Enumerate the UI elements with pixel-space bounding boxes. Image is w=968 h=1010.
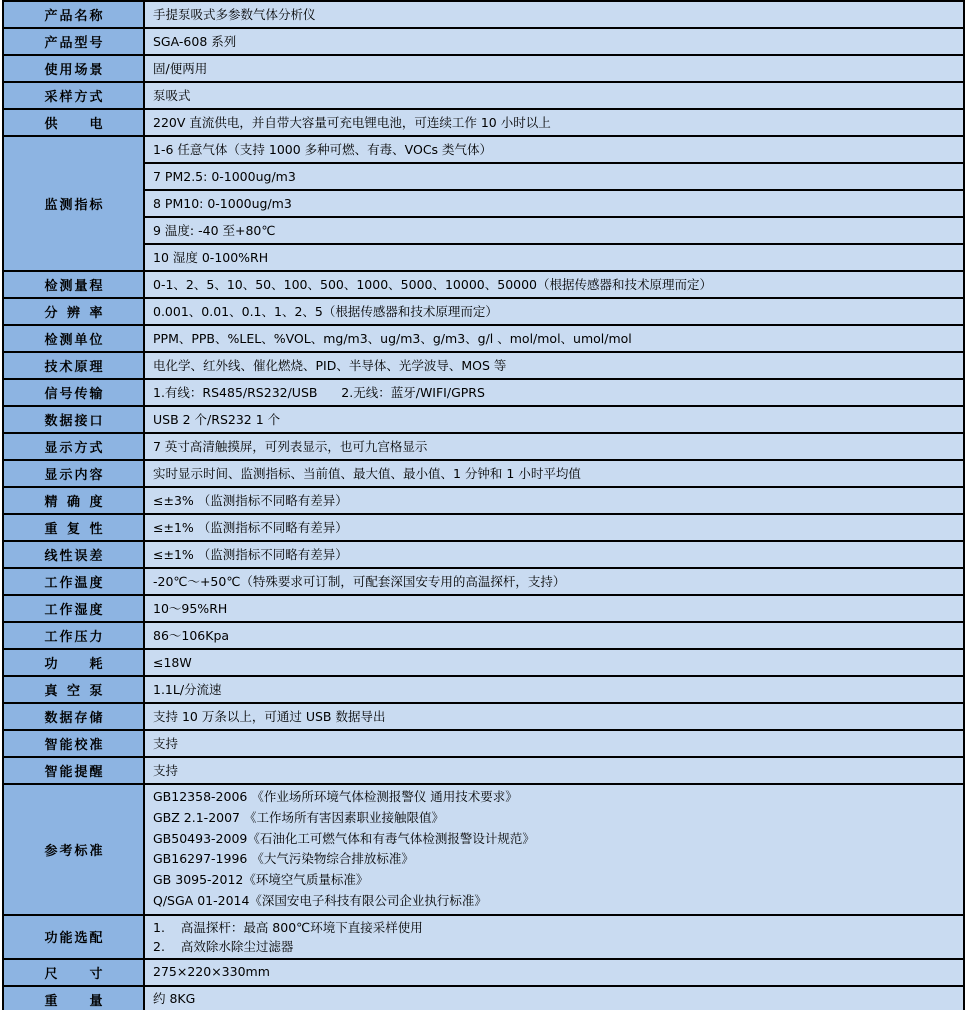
table-row (3, 487, 964, 514)
spec-label-cell (3, 541, 144, 568)
spec-value-cell (144, 541, 964, 568)
spec-label-text: 功耗 (44, 657, 103, 672)
spec-value-line: 泵吸式 (153, 87, 191, 103)
spec-label-text: 精确度 (44, 495, 103, 510)
spec-label-text: 工作湿度 (44, 603, 103, 618)
spec-value-line: 约 8KG (153, 991, 196, 1007)
table-row (3, 406, 964, 433)
spec-value-line: 1-6 任意气体（支持 1000 多种可燃、有毒、VOCs 类气体） (153, 141, 493, 157)
spec-value-line: GBZ 2.1-2007 《工作场所有害因素职业接触限值》 (153, 809, 444, 825)
spec-value-cell (144, 109, 964, 136)
table-row (3, 244, 964, 271)
table-row (3, 433, 964, 460)
spec-value-cell (144, 28, 964, 55)
spec-label-text: 分辨率 (44, 306, 103, 321)
table-row (3, 163, 964, 190)
spec-value-cell (144, 136, 964, 163)
spec-label-cell (3, 28, 144, 55)
spec-label-cell (3, 622, 144, 649)
spec-label-text: 显示内容 (44, 468, 103, 483)
table-row (3, 649, 964, 676)
table-row (3, 325, 964, 352)
spec-label-text: 产品型号 (44, 36, 103, 51)
spec-label-cell (3, 757, 144, 784)
spec-label-text: 采样方式 (44, 90, 103, 105)
spec-label-cell (3, 568, 144, 595)
spec-label-text: 真空泵 (44, 684, 103, 699)
spec-value-cell (144, 325, 964, 352)
spec-value-line: 实时显示时间、监测指标、当前值、最大值、最小值、1 分钟和 1 小时平均值 (153, 465, 581, 481)
table-row (3, 915, 964, 959)
spec-value-line: USB 2 个/RS232 1 个 (153, 411, 281, 427)
spec-label-text: 功能选配 (44, 931, 103, 947)
spec-label-text: 检测单位 (44, 333, 103, 348)
spec-value-line: 220V 直流供电，并自带大容量可充电锂电池，可连续工作 10 小时以上 (153, 114, 551, 130)
spec-label-cell (3, 406, 144, 433)
spec-value-cell (144, 244, 964, 271)
spec-value-line: 1. 高温探杆：最高 800℃环境下直接采样使用 (153, 919, 423, 935)
spec-value-cell (144, 757, 964, 784)
spec-label-text: 线性误差 (44, 549, 103, 564)
spec-value-cell (144, 595, 964, 622)
spec-value-cell (144, 676, 964, 703)
table-row (3, 986, 964, 1010)
spec-value-line: 电化学、红外线、催化燃烧、PID、半导体、光学波导、MOS 等 (153, 357, 507, 373)
spec-label-cell (3, 487, 144, 514)
spec-value-line: 8 PM10: 0-1000ug/m3 (153, 195, 292, 211)
table-row (3, 730, 964, 757)
spec-value-cell (144, 190, 964, 217)
spec-label-text: 显示方式 (44, 441, 103, 456)
spec-label-cell (3, 703, 144, 730)
spec-value-cell (144, 352, 964, 379)
spec-value-cell (144, 298, 964, 325)
spec-label-cell (3, 55, 144, 82)
table-row (3, 460, 964, 487)
spec-label-text: 重量 (44, 993, 103, 1009)
spec-value-line: 0.001、0.01、0.1、1、2、5（根据传感器和技术原理而定） (153, 303, 498, 319)
spec-value-line: 9 温度: -40 至+80℃ (153, 222, 276, 238)
table-row (3, 271, 964, 298)
spec-value-line: 86～106Kpa (153, 627, 230, 643)
table-row (3, 757, 964, 784)
spec-label-cell (3, 595, 144, 622)
spec-value-cell (144, 703, 964, 730)
table-row (3, 190, 964, 217)
spec-label-cell (3, 730, 144, 757)
spec-value-cell (144, 379, 964, 406)
spec-value-cell (144, 433, 964, 460)
spec-label-text: 工作温度 (44, 576, 103, 591)
spec-value-cell (144, 986, 964, 1010)
spec-value-cell (144, 514, 964, 541)
spec-label-cell (3, 109, 144, 136)
spec-label-text: 参考标准 (44, 843, 103, 859)
table-row (3, 352, 964, 379)
spec-value-cell (144, 82, 964, 109)
product-spec-table (2, 0, 965, 1010)
spec-value-line: ≤±3% （监测指标不同略有差异） (153, 492, 348, 508)
table-row (3, 622, 964, 649)
spec-label-text: 尺寸 (44, 966, 103, 982)
spec-label-text: 数据接口 (44, 414, 103, 429)
spec-value-line: ≤±1% （监测指标不同略有差异） (153, 519, 348, 535)
spec-value-line: 支持 10 万条以上，可通过 USB 数据导出 (153, 708, 386, 724)
spec-label-cell (3, 460, 144, 487)
spec-value-line: 支持 (153, 762, 179, 778)
table-row (3, 784, 964, 915)
spec-label-text: 工作压力 (44, 630, 103, 645)
spec-value-line: 275×220×330mm (153, 964, 270, 980)
spec-label-cell (3, 271, 144, 298)
table-row (3, 298, 964, 325)
spec-label-cell (3, 649, 144, 676)
spec-label-text: 检测量程 (44, 279, 103, 294)
table-row (3, 514, 964, 541)
spec-label-cell (3, 136, 144, 271)
spec-value-line: 支持 (153, 735, 179, 751)
spec-label-cell (3, 352, 144, 379)
spec-label-cell (3, 784, 144, 915)
spec-label-cell (3, 298, 144, 325)
spec-value-cell (144, 1, 964, 28)
spec-value-cell (144, 784, 964, 915)
spec-label-cell (3, 514, 144, 541)
spec-label-cell (3, 915, 144, 959)
spec-label-cell (3, 433, 144, 460)
table-row (3, 959, 964, 986)
spec-value-cell (144, 406, 964, 433)
spec-label-text: 供电 (44, 117, 103, 132)
spec-value-line: -20℃～+50℃（特殊要求可订制，可配套深国安专用的高温探杆，支持） (153, 573, 566, 589)
spec-value-cell (144, 163, 964, 190)
spec-value-line: GB50493-2009《石油化工可燃气体和有毒气体检测报警设计规范》 (153, 830, 535, 846)
spec-value-line: GB 3095-2012《环境空气质量标准》 (153, 872, 369, 888)
table-row (3, 1, 964, 28)
spec-label-text: 技术原理 (44, 360, 103, 375)
spec-value-line: ≤±1% （监测指标不同略有差异） (153, 546, 348, 562)
spec-label-cell (3, 1, 144, 28)
spec-label-cell (3, 959, 144, 986)
spec-value-line: 10 湿度 0-100%RH (153, 249, 269, 265)
spec-value-line: 固/便两用 (153, 60, 208, 76)
spec-label-cell (3, 82, 144, 109)
table-row (3, 541, 964, 568)
spec-label-text: 重复性 (44, 522, 103, 537)
spec-label-text: 智能校准 (44, 738, 103, 753)
spec-value-line: SGA-608 系列 (153, 33, 237, 49)
spec-label-cell (3, 676, 144, 703)
table-row (3, 568, 964, 595)
spec-value-cell (144, 217, 964, 244)
spec-value-cell (144, 568, 964, 595)
spec-value-cell (144, 959, 964, 986)
spec-value-line: ≤18W (153, 654, 192, 670)
spec-label-text: 监测指标 (44, 198, 103, 213)
table-row (3, 217, 964, 244)
spec-value-line: 1.1L/分流速 (153, 681, 222, 697)
spec-value-cell (144, 915, 964, 959)
table-row (3, 55, 964, 82)
table-row (3, 379, 964, 406)
spec-label-text: 信号传输 (44, 387, 103, 402)
spec-label-text: 数据存储 (44, 711, 103, 726)
spec-value-line: 1.有线：RS485/RS232/USB 2.无线：蓝牙/WIFI/GPRS (153, 384, 485, 400)
spec-label-cell (3, 379, 144, 406)
spec-value-cell (144, 271, 964, 298)
spec-value-cell (144, 622, 964, 649)
table-row (3, 595, 964, 622)
spec-label-text: 智能提醒 (44, 765, 103, 780)
table-row (3, 82, 964, 109)
table-row (3, 136, 964, 163)
spec-value-cell (144, 649, 964, 676)
table-row (3, 703, 964, 730)
spec-value-line: 7 PM2.5: 0-1000ug/m3 (153, 168, 296, 184)
spec-value-line: GB16297-1996 《大气污染物综合排放标准》 (153, 851, 414, 867)
spec-value-line: 7 英寸高清触摸屏，可列表显示，也可九宫格显示 (153, 438, 428, 454)
spec-value-line: 手提泵吸式多参数气体分析仪 (153, 6, 316, 22)
spec-value-line: GB12358-2006 《作业场所环境气体检测报警仪 通用技术要求》 (153, 789, 518, 804)
spec-table-body (3, 1, 964, 1010)
table-row (3, 109, 964, 136)
spec-value-cell (144, 487, 964, 514)
table-row (3, 676, 964, 703)
spec-value-line: Q/SGA 01-2014《深国安电子科技有限公司企业执行标准》 (153, 892, 487, 908)
spec-value-cell (144, 730, 964, 757)
spec-value-line: 2. 高效除水除尘过滤器 (153, 938, 294, 954)
spec-value-cell (144, 460, 964, 487)
spec-value-line: 10～95%RH (153, 600, 228, 616)
spec-label-cell (3, 325, 144, 352)
spec-value-cell (144, 55, 964, 82)
spec-value-line: 0-1、2、5、10、50、100、500、1000、5000、10000、50000（根据传感器和技术原理而定） (153, 276, 713, 292)
table-row (3, 28, 964, 55)
spec-label-text: 产品名称 (44, 9, 103, 24)
spec-label-cell (3, 986, 144, 1010)
spec-value-line: PPM、PPB、%LEL、%VOL、mg/m3、ug/m3、g/m3、g/l 、mol/mol、umol/mol (153, 330, 632, 346)
spec-label-text: 使用场景 (44, 63, 103, 78)
